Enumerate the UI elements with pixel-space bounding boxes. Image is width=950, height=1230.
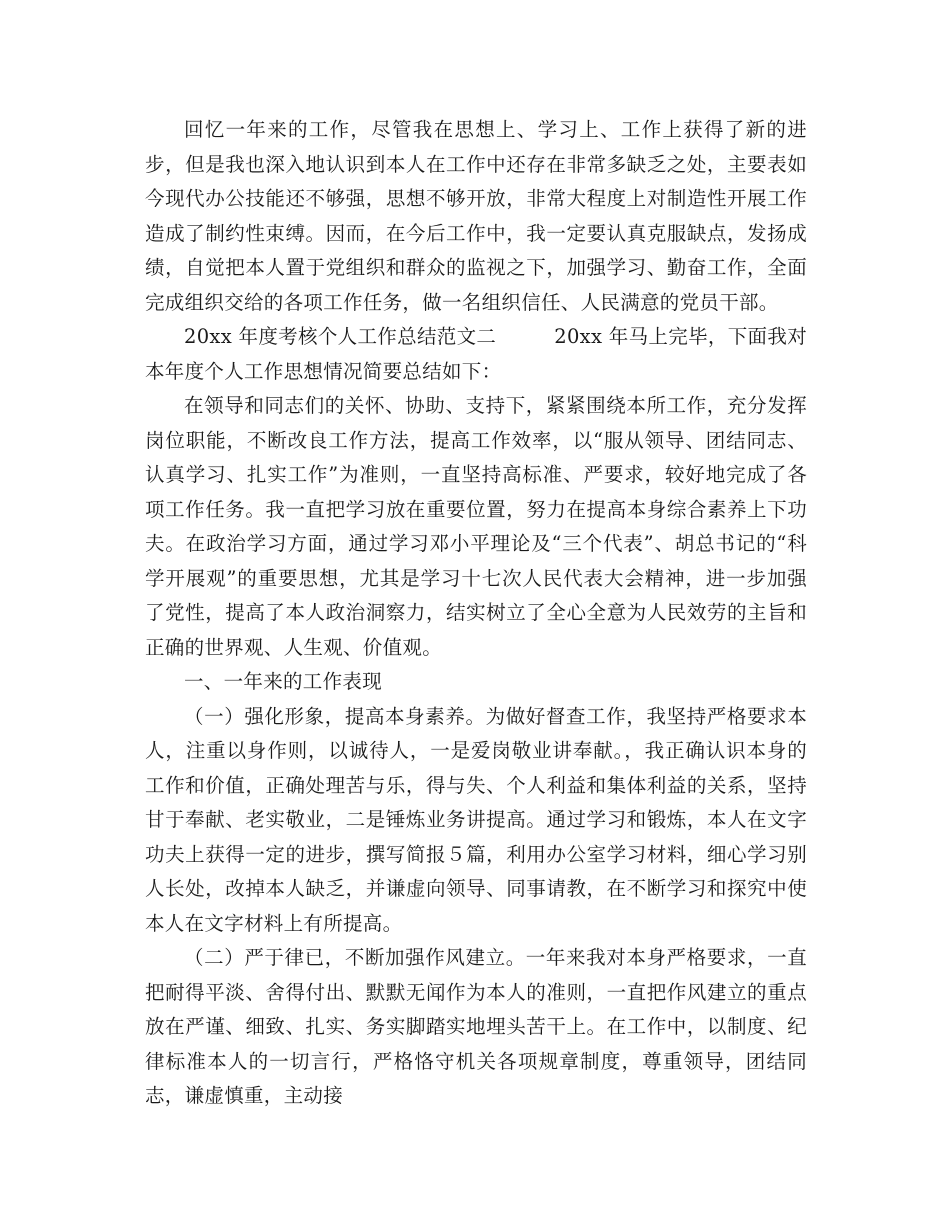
sample-intro: 20xx 年马上完毕，下面我对本年度个人工作思想情况简要总结如下：: [145, 325, 807, 383]
section-heading-performance: 一、一年来的工作表现: [184, 670, 383, 693]
paragraph-point-one: （一）强化形象，提高本身素养。为做好督查工作，我坚持严格要求本人，注重以身作则，以诚待人，一是爱岗敬业讲奉献。，我正确认识本身的工作和价值，正确处理苦与乐，得与失、个人利益和集体利益的关系，坚持甘于奉献、老实敬业，二是锤炼业务讲提高。通过学习和锻炼，本人在文字功夫上获得一定的进步，撰写简报５篇，利用办公室学习材料，细心学习别人长处，改掉本人缺乏，并谦虚向领导、同事请教，在不断学习和探究中使本人在文字材料上有所提高。: [145, 704, 807, 935]
paragraph-work-learning: 在领导和同志们的关怀、协助、支持下，紧紧围绕本所工作，充分发挥岗位职能，不断改良工作方法，提高工作效率，以“服从领导、团结同志、认真学习、扎实工作”为准则，一直坚持高标准、严要求，较好地完成了各项工作任务。我一直把学习放在重要位置，努力在提高本身综合素养上下功夫。在政治学习方面，通过学习邓小平理论及“三个代表”、胡总书记的“科学开展观”的重要思想，尤其是学习十七次人民代表大会精神，进一步加强了党性，提高了本人政治洞察力，结实树立了全心全意为人民效劳的主旨和正确的世界观、人生观、价值观。: [145, 394, 807, 659]
paragraph-review: 回忆一年来的工作，尽管我在思想上、学习上、工作上获得了新的进步，但是我也深入地认识到本人在工作中还存在非常多缺乏之处，主要表如今现代办公技能还不够强，思想不够开放，非常大程度上对制造性开展工作造成了制约性束缚。因而，在今后工作中，我一定要认真克服缺点，发扬成绩，自觉把本人置于党组织和群众的监视之下，加强学习、勤奋工作，全面完成组织交给的各项工作任务，做一名组织信任、人民满意的党员干部。: [145, 118, 807, 314]
paragraph-point-two: （二）严于律已，不断加强作风建立。一年来我对本身严格要求，一直把耐得平淡、舍得付出、默默无闻作为本人的准则，一直把作风建立的重点放在严谨、细致、扎实、务实脚踏实地埋头苦干上。在工作中，以制度、纪律标准本人的一切言行，严格恪守机关各项规章制度，尊重领导，团结同志，谦虚慎重，主动接: [145, 946, 807, 1107]
paragraph-sample-two-intro: [145, 320, 807, 389]
document-body: [145, 113, 807, 1114]
sample-title: 20xx 年度考核个人工作总结范文二: [184, 325, 497, 348]
